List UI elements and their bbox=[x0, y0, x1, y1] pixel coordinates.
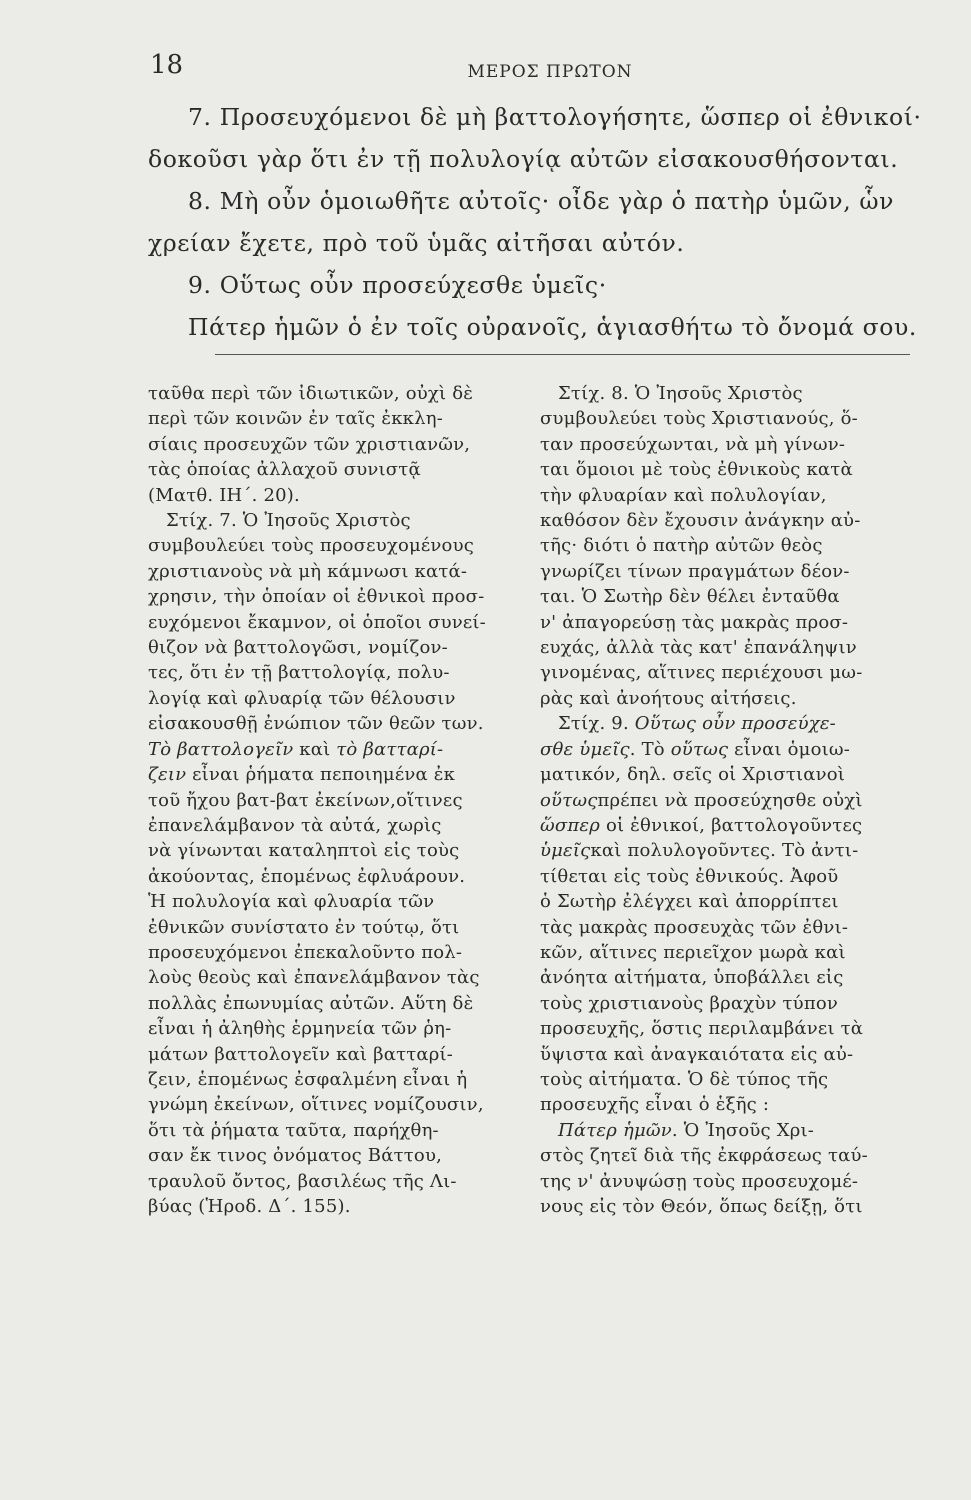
text-run: ευχόμενοι ἔκαμνον, οἱ ὁποῖοι συνεί- bbox=[148, 611, 486, 633]
commentary-line bbox=[148, 533, 528, 558]
commentary-line bbox=[540, 1118, 925, 1143]
commentary-line bbox=[540, 711, 925, 736]
text-run: τῆς· διότι ὁ πατὴρ αὐτῶν θεὸς bbox=[540, 535, 823, 557]
text-run: Ὁ Ἰησοῦς Χριστὸς bbox=[242, 510, 411, 532]
verse-line: Πάτερ ἡμῶν ὁ ἐν τοῖς οὐρανοῖς, ἁγιασθήτω τὸ ὄνομά σου. bbox=[188, 313, 918, 341]
italic-phrase: Πάτερ ἡμῶν bbox=[558, 1119, 672, 1141]
commentary-left-column bbox=[148, 381, 528, 1219]
commentary-line bbox=[148, 559, 528, 584]
commentary-line bbox=[540, 1067, 925, 1092]
text-run: ἀκούοντας, ἑπομένως ἐφλυάρουν. bbox=[148, 865, 466, 887]
commentary-line bbox=[540, 915, 925, 940]
text-run: ται ὅμοιοι μὲ τοὺς ἐθνικοὺς κατὰ bbox=[540, 459, 853, 481]
text-run: τες, ὅτι ἐν τῇ βαττολογίᾳ, πολυ- bbox=[148, 662, 450, 684]
text-run: προσευχόμενοι ἐπεκαλοῦντο πολ- bbox=[148, 941, 463, 963]
text-run: συμβουλεύει τοὺς Χριστιανούς, ὅ- bbox=[540, 408, 858, 430]
text-run: καὶ bbox=[293, 738, 337, 760]
commentary-line bbox=[540, 838, 925, 863]
commentary-line bbox=[540, 483, 925, 508]
text-run: Ἡ πολυλογία καὶ φλυαρία τῶν bbox=[148, 891, 435, 913]
text-run: κῶν, αἵτινες περιεῖχον μωρὰ καὶ bbox=[540, 941, 846, 963]
commentary-line bbox=[540, 1169, 925, 1194]
commentary-line bbox=[148, 965, 528, 990]
commentary-line bbox=[148, 991, 528, 1016]
text-run: τοὺς αἰτήματα. Ὁ δὲ τύπος τῆς bbox=[540, 1068, 829, 1090]
verse-line: δοκοῦσι γὰρ ὅτι ἐν τῇ πολυλογίᾳ αὐτῶν εἰσακουσθήσονται. bbox=[148, 145, 899, 173]
text-run: περὶ τῶν κοινῶν ἐν ταῖς ἐκκλη- bbox=[148, 408, 443, 430]
text-run: ταῦθα περὶ τῶν ἰδιωτικῶν, οὐχὶ δὲ bbox=[148, 383, 474, 404]
text-run: εἶναι ῥήματα πεποιημένα ἐκ bbox=[186, 764, 456, 786]
text-run: ὅτι τὰ ῥήματα ταῦτα, παρήχθη- bbox=[148, 1119, 439, 1141]
commentary-line bbox=[540, 737, 925, 762]
commentary-line bbox=[148, 483, 528, 508]
commentary-line bbox=[148, 1118, 528, 1143]
text-run: ζειν, ἑπομένως ἐσφαλμένη εἶναι ἡ bbox=[148, 1068, 468, 1090]
italic-phrase: ὑμεῖς bbox=[540, 840, 591, 862]
text-run: τὰς μακρὰς προσευχὰς τῶν ἐθνι- bbox=[540, 916, 849, 938]
commentary-line bbox=[540, 1016, 925, 1041]
commentary-line bbox=[148, 940, 528, 965]
text-run: Στίχ. 9. bbox=[558, 713, 635, 735]
text-run: καθόσον δὲν ἔχουσιν ἀνάγκην αὐ- bbox=[540, 510, 861, 532]
commentary-line bbox=[540, 1092, 925, 1117]
italic-phrase: ὥσπερ bbox=[540, 814, 601, 836]
commentary-line bbox=[540, 406, 925, 431]
text-run: ν' ἀπαγορεύσῃ τὰς μακρὰς προσ- bbox=[540, 611, 849, 633]
text-run: νους εἰς τὸν Θεόν, ὅπως δείξῃ, ὅτι bbox=[540, 1196, 863, 1217]
verse-line: 8. Μὴ οὖν ὁμοιωθῆτε αὐτοῖς· οἶδε γὰρ ὁ πατὴρ ὑμῶν, ὧν bbox=[188, 187, 894, 215]
text-run: χριστιανοὺς νὰ μὴ κάμνωσι κατά- bbox=[148, 560, 468, 582]
text-run: της ν' ἀνυψώσῃ τοὺς προσευχομέ- bbox=[540, 1170, 859, 1192]
text-run: ἀντι- bbox=[811, 840, 859, 862]
commentary-line bbox=[148, 381, 528, 406]
text-run: στὸς ζητεῖ διὰ τῆς ἐκφράσεως ταύ- bbox=[540, 1145, 868, 1167]
text-run: ρὰς καὶ ἀνοήτους αἰτήσεις. bbox=[540, 687, 797, 709]
text-run: σίαις προσευχῶν τῶν χριστιανῶν, bbox=[148, 433, 471, 455]
running-head: ΜΕΡΟΣ ΠΡΩΤΟΝ bbox=[467, 62, 633, 82]
commentary-line bbox=[148, 838, 528, 863]
commentary-line bbox=[540, 1143, 925, 1168]
text-run: εἰσακουσθῇ ἐνώπιον τῶν θεῶν των. bbox=[148, 713, 484, 735]
text-run: ματικόν, δηλ. σεῖς οἱ Χριστιανοὶ bbox=[540, 764, 846, 786]
text-run: Στίχ. 8. bbox=[558, 383, 635, 404]
text-run: γνωρίζει τίνων πραγμάτων δέον- bbox=[540, 560, 850, 582]
commentary-line bbox=[540, 635, 925, 660]
verse-line: 9. Οὕτως οὖν προσεύχεσθε ὑμεῖς· bbox=[188, 271, 607, 299]
commentary-line bbox=[540, 584, 925, 609]
commentary-line bbox=[148, 889, 528, 914]
text-run: λοὺς θεοὺς καὶ ἐπανελάμβανον τὰς bbox=[148, 967, 480, 989]
commentary-line bbox=[148, 711, 528, 736]
commentary-line bbox=[148, 635, 528, 660]
text-run: ἀνόητα αἰτήματα, ὑποβάλλει εἰς bbox=[540, 967, 844, 989]
commentary-line bbox=[540, 965, 925, 990]
text-run: ὕψιστα καὶ ἀναγκαιότατα εἰς αὐ- bbox=[540, 1043, 854, 1065]
text-run: τὰς ὁποίας ἀλλαχοῦ συνιστᾷ bbox=[148, 459, 421, 481]
italic-phrase: Τὸ βαττολογεῖν bbox=[148, 738, 294, 760]
text-run: . Ὁ Ἰησοῦς Χρι- bbox=[671, 1119, 815, 1141]
text-run: ται. Ὁ Σωτὴρ δὲν θέλει ἐνταῦθα bbox=[540, 586, 840, 608]
commentary-line bbox=[148, 1042, 528, 1067]
commentary-line bbox=[148, 610, 528, 635]
text-run: τοὺς χριστιανοὺς βραχὺν τύπον bbox=[540, 992, 839, 1014]
commentary-line bbox=[540, 660, 925, 685]
text-run: συμβουλεύει τοὺς προσευχομένους bbox=[148, 535, 475, 557]
verse-line: χρείαν ἔχετε, πρὸ τοῦ ὑμᾶς αἰτῆσαι αὐτόν. bbox=[148, 229, 685, 257]
text-run: . Τὸ bbox=[629, 738, 671, 760]
commentary-line bbox=[540, 559, 925, 584]
commentary-line bbox=[540, 889, 925, 914]
commentary-line bbox=[148, 1169, 528, 1194]
text-run: ἐθνικῶν συνίστατο ἐν τούτῳ, ὅτι bbox=[148, 916, 460, 938]
page-number: 18 bbox=[150, 50, 184, 80]
commentary-line bbox=[148, 1092, 528, 1117]
commentary-line bbox=[148, 762, 528, 787]
italic-phrase: οὕτως bbox=[540, 789, 598, 811]
text-run: ευχάς, ἀλλὰ τὰς κατ' ἐπανάληψιν bbox=[540, 637, 857, 659]
text-run: εἶναι ὁμοιω- bbox=[728, 738, 851, 760]
commentary-line bbox=[540, 1042, 925, 1067]
commentary-line bbox=[540, 381, 925, 406]
commentary-line bbox=[540, 991, 925, 1016]
text-run: ὁ Σωτὴρ ἐλέγχει καὶ ἀπορρίπτει bbox=[540, 891, 839, 913]
commentary-line bbox=[540, 1194, 925, 1219]
text-run: τίθεται εἰς τοὺς ἐθνικούς. Ἀφοῦ bbox=[540, 865, 839, 887]
commentary-line bbox=[540, 432, 925, 457]
commentary-line bbox=[148, 915, 528, 940]
text-run: τραυλοῦ ὄντος, βασιλέως τῆς Λι- bbox=[148, 1170, 457, 1192]
text-run: τὴν φλυαρίαν καὶ πολυλογίαν, bbox=[540, 484, 827, 506]
scripture-verses bbox=[148, 96, 934, 348]
commentary-line bbox=[148, 660, 528, 685]
text-run: προσευχῆς εἶναι ὁ ἑξῆς : bbox=[540, 1094, 770, 1116]
italic-phrase: τὸ βατταρί- bbox=[336, 738, 444, 760]
text-run: πολλὰς ἐπωνυμίας αὐτῶν. Αὕτη δὲ bbox=[148, 992, 474, 1014]
italic-phrase: ζειν bbox=[148, 764, 187, 786]
commentary-line bbox=[148, 1016, 528, 1041]
text-run: εἶναι ἡ ἀληθὴς ἑρμηνεία τῶν ῥη- bbox=[148, 1018, 452, 1040]
text-run: τοῦ ἤχου βατ-βατ ἐκείνων,οἵτινες bbox=[148, 789, 463, 811]
commentary-line bbox=[148, 1194, 528, 1219]
commentary-line bbox=[148, 508, 528, 533]
commentary-line bbox=[540, 610, 925, 635]
commentary-line bbox=[148, 406, 528, 431]
commentary-line bbox=[148, 584, 528, 609]
commentary-line bbox=[148, 788, 528, 813]
text-run: (Ματθ. ΙΗ΄. 20). bbox=[148, 484, 300, 506]
text-run: Στίχ. 7. bbox=[166, 510, 243, 532]
text-run: ἐπανελάμβανον τὰ αὐτά, χωρὶς bbox=[148, 814, 442, 836]
commentary-line bbox=[148, 432, 528, 457]
italic-phrase: Οὕτως οὖν προσεύχε- bbox=[634, 713, 836, 735]
commentary-line bbox=[540, 813, 925, 838]
text-run: μάτων βαττολογεῖν καὶ βατταρί- bbox=[148, 1043, 454, 1065]
text-run: οὐχὶ bbox=[822, 789, 863, 811]
commentary-line bbox=[148, 457, 528, 482]
commentary-line bbox=[148, 1143, 528, 1168]
verse-line: 7. Προσευχόμενοι δὲ μὴ βαττολογήσητε, ὥσπερ οἱ ἐθνικοί· bbox=[188, 103, 922, 131]
commentary-right-column bbox=[540, 381, 925, 1219]
commentary-line bbox=[540, 762, 925, 787]
commentary-line bbox=[540, 788, 925, 813]
commentary-line bbox=[148, 737, 528, 762]
text-run: ταν προσεύχωνται, νὰ μὴ γίνων- bbox=[540, 433, 846, 455]
italic-phrase: οὕτως bbox=[670, 738, 729, 760]
commentary-line bbox=[148, 864, 528, 889]
commentary-line bbox=[540, 457, 925, 482]
text-run: οἱ ἐθνικοί, βαττολογοῦντες bbox=[600, 814, 863, 836]
commentary-line bbox=[540, 508, 925, 533]
text-run: γνώμη ἐκείνων, οἵτινες νομίζουσιν, bbox=[148, 1094, 484, 1116]
italic-phrase: σθε ὑμεῖς bbox=[540, 738, 630, 760]
text-run: καὶ πολυλογοῦντες. Τὸ bbox=[590, 840, 812, 862]
text-run: χρησιν, τὴν ὁποίαν οἱ ἐθνικοὶ προσ- bbox=[148, 586, 485, 608]
text-run: βύας (Ἡροδ. Δ΄. 155). bbox=[148, 1196, 351, 1217]
commentary-line bbox=[148, 1067, 528, 1092]
text-run: προσευχῆς, ὅστις περιλαμβάνει τὰ bbox=[540, 1018, 864, 1040]
commentary-line bbox=[148, 813, 528, 838]
commentary-line bbox=[540, 940, 925, 965]
text-run: λογίᾳ καὶ φλυαρίᾳ τῶν θέλουσιν bbox=[148, 687, 456, 709]
text-run: Ὁ Ἰησοῦς Χριστὸς bbox=[634, 383, 803, 404]
text-run: γινομένας, αἵτινες περιέχουσι μω- bbox=[540, 662, 863, 684]
text-run: νὰ γίνωνται καταληπτοὶ εἰς τοὺς bbox=[148, 840, 460, 862]
text-run: θιζον νὰ βαττολογῶσι, νομίζον- bbox=[148, 637, 448, 659]
text-run: σαν ἔκ τινος ὀνόματος Βάττου, bbox=[148, 1145, 443, 1167]
text-run: πρέπει νὰ προσεύχησθε bbox=[597, 789, 823, 811]
separator-rule bbox=[215, 354, 910, 355]
commentary-line bbox=[148, 686, 528, 711]
commentary-line bbox=[540, 864, 925, 889]
commentary-line bbox=[540, 686, 925, 711]
commentary-line bbox=[540, 533, 925, 558]
